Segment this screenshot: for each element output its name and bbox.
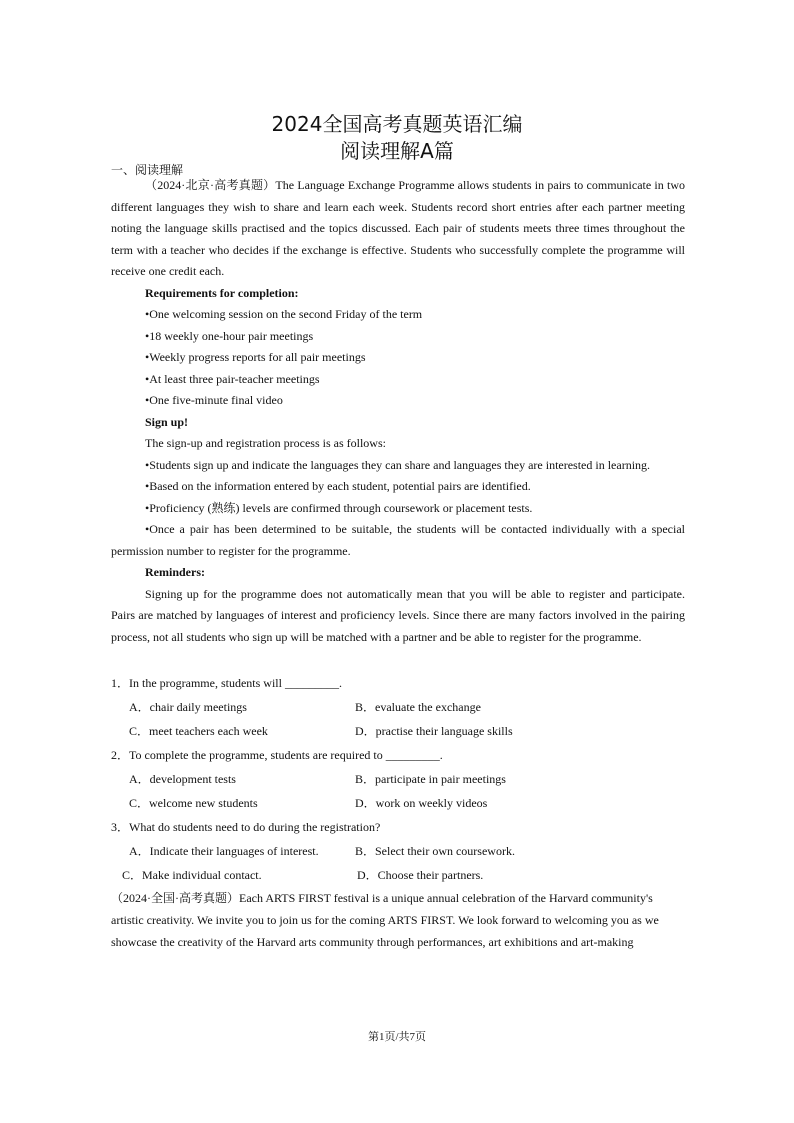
section-label: 一、阅读理解 — [111, 163, 184, 177]
signup-item: •Students sign up and indicate the languages they can share and languages they are interested in learning. — [145, 457, 651, 472]
requirement-item: •One five-minute final video — [145, 393, 283, 407]
question-3-option-c: C．Make individual contact. — [122, 868, 262, 882]
passage-2 — [111, 887, 685, 953]
signup-intro: The sign-up and registration process is as follows: — [145, 436, 386, 450]
question-3-option-b: B．Select their own coursework. — [355, 844, 515, 858]
signup-heading: Sign up! — [145, 414, 189, 429]
question-1-option-c: C．meet teachers each week — [129, 724, 268, 738]
signup-item: •Proficiency (熟练) levels are confirmed through coursework or placement tests. — [145, 500, 533, 515]
requirements-heading: Requirements for completion: — [145, 285, 299, 300]
signup-item: •Based on the information entered by each student, potential pairs are identified. — [145, 479, 531, 493]
requirement-item: •Weekly progress reports for all pair meetings — [145, 350, 366, 364]
reminders-heading: Reminders: — [145, 565, 205, 579]
question-3-option-a: A．Indicate their languages of interest. — [129, 844, 319, 858]
question-1-stem: 1．In the programme, students will _________. — [111, 676, 342, 690]
requirement-item: •At least three pair-teacher meetings — [145, 371, 320, 386]
document-subtitle: 阅读理解A篇 — [340, 139, 454, 163]
question-1-option-a: A．chair daily meetings — [129, 700, 247, 714]
passage-2-text: （2024·全国·高考真题）Each ARTS FIRST festival is a unique annual celebration of the Harvard community's artistic creativity. We invite you to join us for the coming ARTS FIRST. We look forward to welcoming you as we showcase the creativity of the Harvard arts community through performances, art exhibitions and art-making — [111, 891, 659, 949]
requirement-item: •One welcoming session on the second Friday of the term — [145, 307, 423, 321]
reminders-text: Signing up for the programme does not automatically mean that you will be able to register and participate. Pairs are matched by languages of interest and proficiency levels. Since there are many factors involved in the pairing process, not all students who sign up will be matched with a partner and be able to register for the programme. — [111, 586, 685, 644]
document-title: 2024全国高考真题英语汇编 — [271, 112, 523, 136]
question-3-stem: 3．What do students need to do during the registration? — [111, 820, 381, 834]
question-2-option-b: B．participate in pair meetings — [355, 772, 506, 786]
question-2-option-c: C．welcome new students — [129, 796, 258, 810]
question-1-option-b: B．evaluate the exchange — [355, 700, 481, 714]
page-footer: 第1页/共7页 — [367, 1031, 427, 1043]
signup-item: •Once a pair has been determined to be suitable, the students will be contacted individually with a special permission number to register for the programme. — [111, 522, 685, 558]
passage-1-intro: （2024·北京·高考真题）The Language Exchange Programme allows students in pairs to communicate in two different languages they wish to share and learn each week. Students record short entries after each partner meeting noting the language skills practised and the topics discussed. Each pair of students meets three times throughout the term with a teacher who decides if the exchange is effective. Students who successfully complete the programme will receive one credit each. — [111, 178, 685, 278]
question-3-option-d: D．Choose their partners. — [357, 868, 484, 882]
question-2-stem: 2．To complete the programme, students are required to _________. — [111, 748, 443, 762]
question-2-option-a: A．development tests — [129, 772, 236, 786]
passage-1 — [111, 175, 685, 648]
requirement-item: •18 weekly one-hour pair meetings — [145, 328, 314, 343]
question-1-option-d: D．practise their language skills — [355, 724, 513, 738]
question-2-option-d: D．work on weekly videos — [355, 796, 488, 810]
